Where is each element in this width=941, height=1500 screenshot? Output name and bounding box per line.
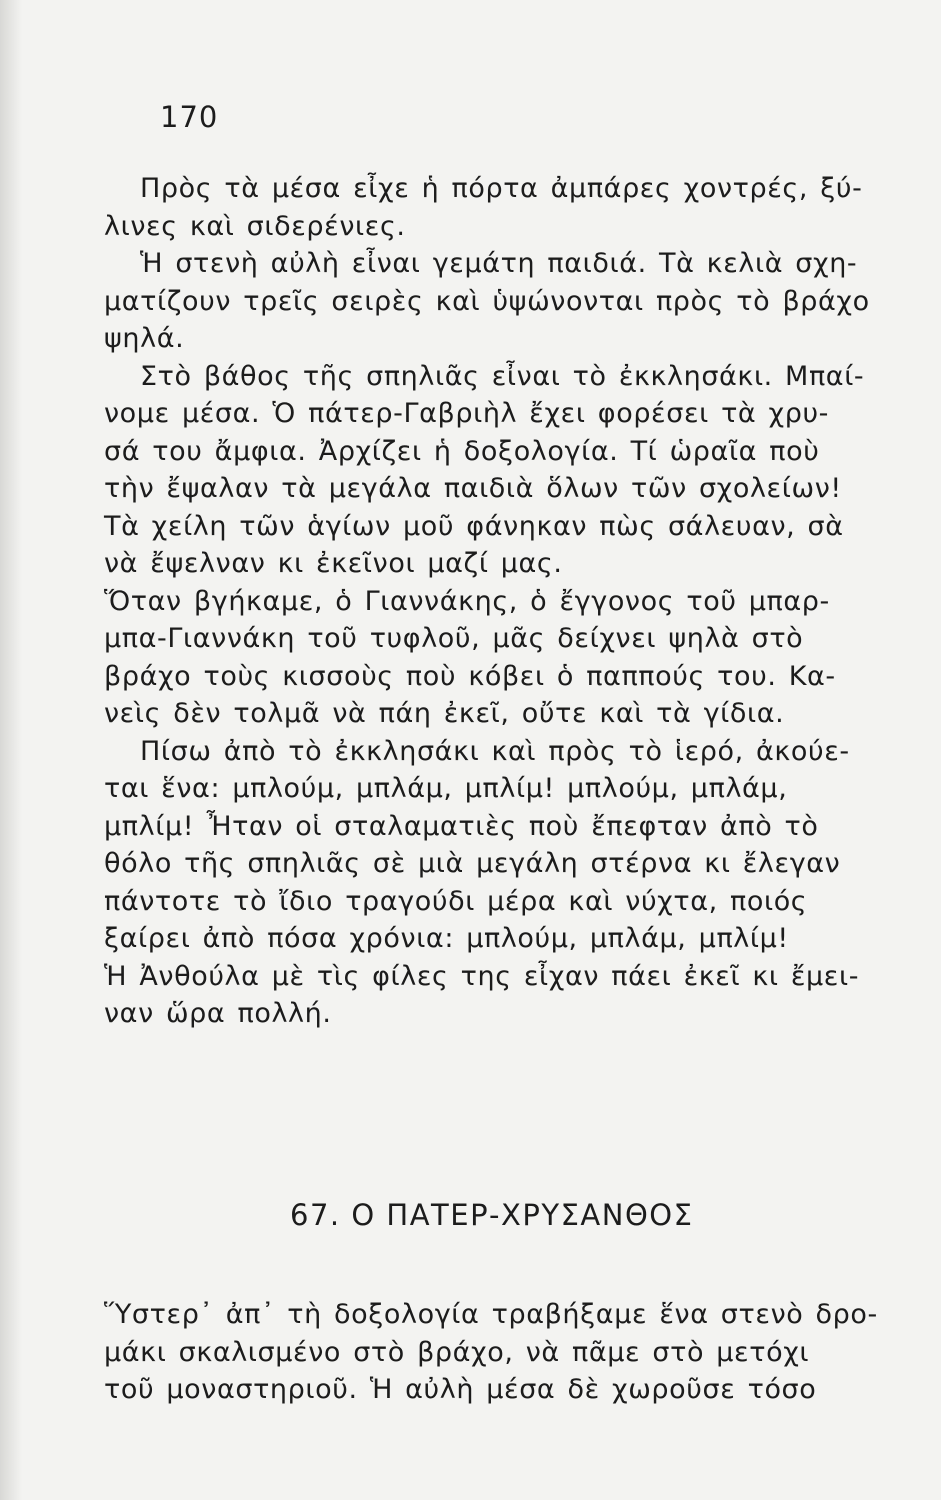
text-line: ψηλά.: [104, 323, 185, 354]
text-line: ξαίρει ἀπὸ πόσα χρόνια: μπλούμ, μπλάμ, μπλίμ!: [104, 923, 789, 954]
text-line: Ἡ στενὴ αὐλὴ εἶναι γεμάτη παιδιά. Τὰ κελιὰ σχη-: [140, 248, 858, 279]
text-line: νομε μέσα. Ὁ πάτερ-Γαβριὴλ ἔχει φορέσει τὰ χρυ-: [104, 398, 830, 429]
text-line: ναν ὥρα πολλή.: [104, 998, 332, 1029]
text-line: Ὅταν βγήκαμε, ὁ Γιαννάκης, ὁ ἔγγονος τοῦ μπαρ-: [104, 585, 830, 617]
body-text-section-1: [104, 170, 936, 1033]
text-line: Στὸ βάθος τῆς σπηλιᾶς εἶναι τὸ ἐκκλησάκι. Μπαί-: [140, 360, 865, 392]
text-line: Ὕστερ᾿ ἀπ᾿ τὴ δοξολογία τραβήξαμε ἕνα στενὸ δρο-: [104, 1299, 878, 1330]
text-line: Πρὸς τὰ μέσα εἶχε ἡ πόρτα ἀμπάρες χοντρές, ξύ-: [140, 173, 863, 204]
text-line: πάντοτε τὸ ἴδιο τραγούδι μέρα καὶ νύχτα, ποιός: [104, 885, 808, 917]
text-line: τοῦ μοναστηριοῦ. Ἡ αὐλὴ μέσα δὲ χωροῦσε τόσο: [104, 1374, 817, 1405]
text-line: Ἡ Ἀνθούλα μὲ τὶς φίλες της εἶχαν πάει ἐκεῖ κι ἔμει-: [104, 960, 860, 992]
body-text-section-2: [104, 1296, 936, 1409]
page-number: 170: [160, 100, 219, 134]
text-line: μάκι σκαλισμένο στὸ βράχο, νὰ πᾶμε στὸ μετόχι: [104, 1336, 810, 1368]
text-line: ματίζουν τρεῖς σειρὲς καὶ ὑψώνονται πρὸς τὸ βράχο: [104, 285, 870, 317]
text-line: λινες καὶ σιδερένιες.: [104, 210, 406, 242]
page-gutter-shadow: [0, 0, 22, 1500]
chapter-heading: 67. Ο ΠΑΤΕΡ-ΧΡΥΣΑΝΘΟΣ: [290, 1198, 694, 1232]
text-line: νὰ ἔψελναν κι ἐκεῖνοι μαζί μας.: [104, 548, 563, 579]
text-line: ται ἕνα: μπλούμ, μπλάμ, μπλίμ! μπλούμ, μπλάμ,: [104, 773, 788, 804]
text-line: Πίσω ἀπὸ τὸ ἐκκλησάκι καὶ πρὸς τὸ ἱερό, ἀκούε-: [140, 735, 850, 767]
text-line: νεὶς δὲν τολμᾶ νὰ πάη ἐκεῖ, οὔτε καὶ τὰ γίδια.: [104, 698, 785, 729]
text-line: Τὰ χείλη τῶν ἁγίων μοῦ φάνηκαν πὼς σάλευαν, σὰ: [104, 510, 844, 542]
text-line: σά του ἄμφια. Ἀρχίζει ἡ δοξολογία. Τί ὡραῖα ποὺ: [104, 435, 820, 467]
text-line: μπα-Γιαννάκη τοῦ τυφλοῦ, μᾶς δείχνει ψηλὰ στὸ: [104, 623, 804, 654]
text-line: τὴν ἔψαλαν τὰ μεγάλα παιδιὰ ὅλων τῶν σχολείων!: [104, 473, 842, 504]
text-line: βράχο τοὺς κισσοὺς ποὺ κόβει ὁ παππούς του. Κα-: [104, 660, 836, 692]
text-line: μπλίμ! Ἦταν οἱ σταλαματιὲς ποὺ ἔπεφταν ἀπὸ τὸ: [104, 810, 819, 842]
text-line: θόλο τῆς σπηλιᾶς σὲ μιὰ μεγάλη στέρνα κι ἔλεγαν: [104, 848, 841, 879]
